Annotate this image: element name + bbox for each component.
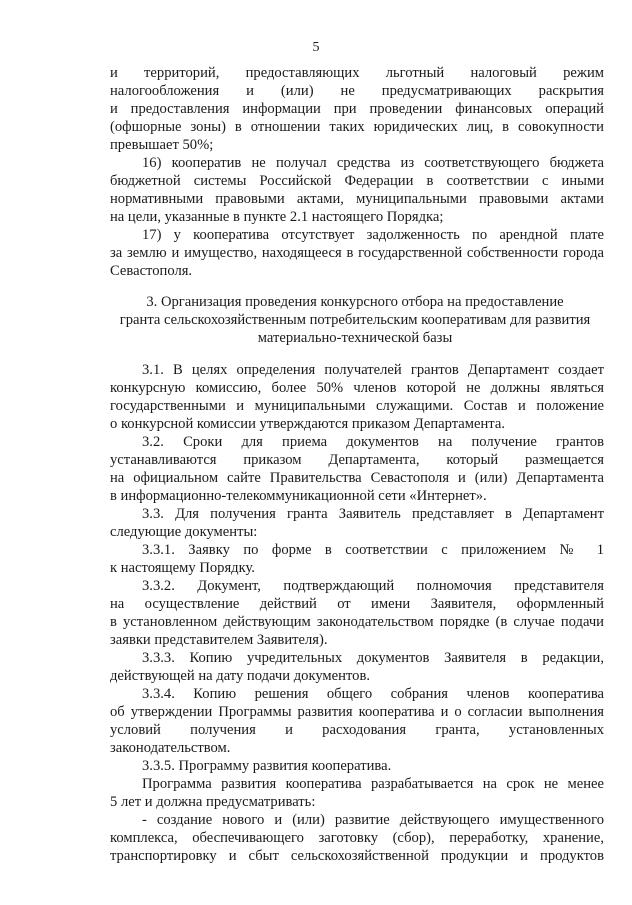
text-line: Программа развития кооператива разрабатывается на срок не менее [142, 776, 604, 792]
text-line: следующие документы: [110, 524, 258, 540]
text-line: 3.3.1. Заявку по форме в соответствии с приложением № 1 [142, 542, 604, 558]
text-line: комплекса, обеспечивающего заготовку (сбор), переработку, хранение, [110, 830, 604, 846]
text-line: об утверждении Программы развития кооператива и о согласии выполнения [110, 704, 604, 720]
text-line: 3.3. Для получения гранта Заявитель представляет в Департамент [142, 506, 604, 522]
text-line: к настоящему Порядку. [110, 560, 255, 576]
page-number: 5 [312, 40, 320, 55]
text-line: налогообложения и (или) не предусматривающих раскрытия [110, 83, 604, 99]
text-line: устанавливаются приказом Департамента, который размещается [110, 452, 604, 468]
text-line: конкурсную комиссию, более 50% членов которой не должны являться [110, 380, 604, 396]
text-line: в установленном действующим законодательством порядке (в случае подачи [110, 614, 604, 630]
text-line: и предоставления информации при проведении финансовых операций [110, 101, 604, 117]
text-line: законодательством. [110, 740, 231, 756]
text-line: за землю и имущество, находящееся в государственной собственности города [110, 245, 604, 261]
text-line: 16) кооператив не получал средства из соответствующего бюджета [142, 155, 604, 171]
text-line: (офшорные зоны) в отношении таких юридических лиц, в совокупности [110, 119, 604, 135]
text-line: 3.2. Сроки для приема документов на получение грантов [142, 434, 604, 450]
text-line: на официальном сайте Правительства Севастополя и (или) Департамента [110, 470, 604, 486]
section-heading-line: гранта сельскохозяйственным потребительским кооперативам для развития [119, 312, 591, 328]
text-line: нормативными правовыми актами, муниципальными правовыми актами [110, 191, 604, 207]
text-line: условий получения и расходования гранта, установленных [110, 722, 604, 738]
text-line: 17) у кооператива отсутствует задолженность по арендной плате [142, 227, 604, 243]
text-line: государственными и муниципальными служащими. Состав и положение [110, 398, 604, 414]
text-line: и территорий, предоставляющих льготный налоговый режим [110, 65, 604, 81]
text-line: действующей на дату подачи документов. [110, 668, 370, 684]
text-line: на цели, указанные в пункте 2.1 настоящего Порядка; [110, 209, 444, 225]
text-line: заявки представителем Заявителя). [110, 632, 328, 648]
text-line: 3.1. В целях определения получателей грантов Департамент создает [142, 362, 604, 378]
text-line: 3.3.2. Документ, подтверждающий полномочия представителя [142, 578, 604, 594]
text-line: на осуществление действий от имени Заявителя, оформленный [110, 596, 604, 612]
text-line: - создание нового и (или) развитие действующего имущественного [142, 812, 604, 828]
text-line: транспортировку и сбыт сельскохозяйственной продукции и продуктов [110, 848, 604, 864]
text-line: в информационно-телекоммуникационной сети «Интернет». [110, 488, 487, 504]
text-line: 3.3.5. Программу развития кооператива. [142, 758, 392, 774]
text-line: о конкурсной комиссии утверждаются приказом Департамента. [110, 416, 505, 432]
text-line: 3.3.3. Копию учредительных документов Заявителя в редакции, [142, 650, 604, 666]
text-line: бюджетной системы Российской Федерации в соответствии с иными [110, 173, 604, 189]
text-line: 3.3.4. Копию решения общего собрания членов кооператива [142, 686, 604, 702]
text-line: превышает 50%; [110, 137, 214, 153]
section-heading-line: 3. Организация проведения конкурсного отбора на предоставление [146, 294, 564, 310]
section-heading-line: материально-технической базы [257, 330, 453, 346]
text-line: 5 лет и должна предусматривать: [110, 794, 316, 810]
text-line: Севастополя. [110, 263, 193, 279]
